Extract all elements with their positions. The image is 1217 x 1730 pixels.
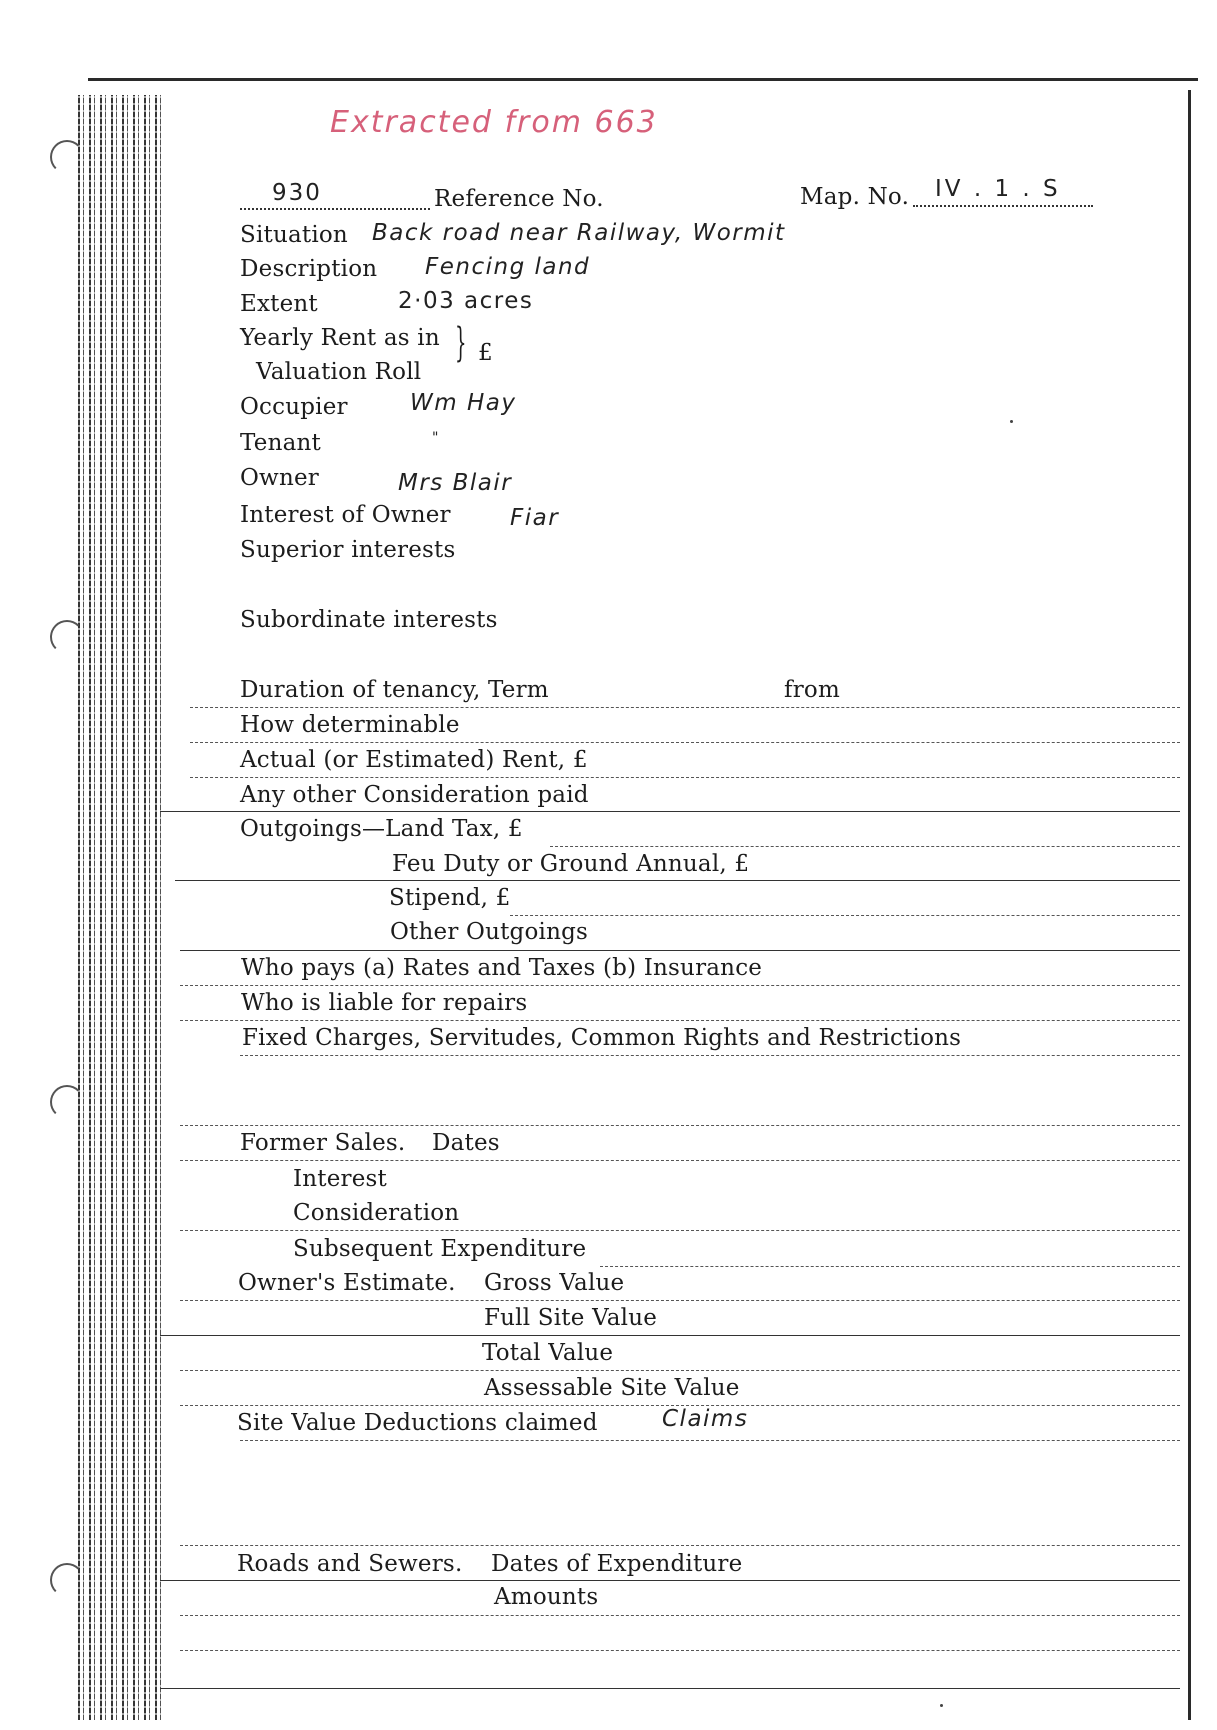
form-rule (190, 742, 1180, 743)
outgoings-label: Outgoings—Land Tax, £ (240, 816, 523, 842)
form-rule (160, 1335, 1180, 1336)
amounts-label: Amounts (494, 1584, 599, 1610)
form-rule (180, 950, 1180, 951)
form-rule (240, 1440, 1180, 1441)
form-rule (180, 1230, 1180, 1231)
scan-speck (1010, 420, 1013, 423)
how-determinable-label: How determinable (240, 712, 460, 738)
situation-label: Situation (240, 222, 348, 248)
reference-label: Reference No. (434, 186, 604, 212)
form-rule (180, 1020, 1180, 1021)
tenant-label: Tenant (240, 430, 321, 456)
punch-hole (50, 1563, 84, 1597)
punch-hole (50, 620, 84, 654)
punch-hole (50, 140, 84, 174)
form-rule (180, 1650, 1180, 1651)
form-rule (180, 1125, 1180, 1126)
dates-expenditure-label: Dates of Expenditure (491, 1551, 743, 1577)
form-rule (180, 1545, 1180, 1546)
situation-value: Back road near Railway, Wormit (372, 220, 786, 246)
form-rule (600, 1266, 1180, 1267)
form-rule (180, 1615, 1180, 1616)
consideration-label: Consideration (293, 1200, 460, 1226)
extracted-annotation: Extracted from 663 (330, 105, 658, 140)
site-value-deductions-label: Site Value Deductions claimed (237, 1410, 598, 1436)
duration-label: Duration of tenancy, Term (240, 677, 549, 703)
form-rule (190, 707, 1180, 708)
page-top-edge (88, 78, 1198, 81)
form-rule (510, 915, 1180, 916)
form-rule (240, 1055, 1180, 1056)
scan-speck (940, 1704, 943, 1707)
yearly-rent-label: Yearly Rent as in (240, 325, 440, 351)
other-outgoings-label: Other Outgoings (390, 919, 589, 945)
former-sales-dates-label: Dates (432, 1130, 500, 1156)
form-rule (160, 1688, 1180, 1689)
extent-label: Extent (240, 291, 318, 317)
map-label: Map. No. (800, 184, 910, 210)
extent-value: 2·03 acres (398, 288, 534, 314)
form-rule (160, 811, 1180, 812)
owner-label: Owner (240, 465, 319, 491)
form-rule (180, 1300, 1180, 1301)
who-pays-label: Who pays (a) Rates and Taxes (b) Insurance (241, 955, 763, 981)
fixed-charges-label: Fixed Charges, Servitudes, Common Rights and Restrictions (242, 1025, 962, 1051)
duration-from-label: from (784, 677, 840, 703)
who-liable-label: Who is liable for repairs (241, 990, 528, 1016)
subordinate-interests-label: Subordinate interests (240, 607, 498, 633)
map-dotline (913, 205, 1093, 207)
form-rule (180, 1370, 1180, 1371)
punch-hole (50, 1085, 84, 1119)
roads-sewers-label: Roads and Sewers. (237, 1551, 463, 1577)
binding-edge (78, 95, 166, 1720)
reference-number-value: 930 (272, 180, 322, 206)
subsequent-expenditure-label: Subsequent Expenditure (293, 1236, 587, 1262)
actual-rent-label: Actual (or Estimated) Rent, £ (240, 747, 588, 773)
form-rule (180, 1160, 1180, 1161)
gross-value-label: Gross Value (484, 1270, 625, 1296)
valuation-roll-label: Valuation Roll (256, 359, 422, 385)
map-number-value: IV . 1 . S (935, 176, 1061, 202)
former-sales-label: Former Sales. (240, 1130, 406, 1156)
interest-of-owner-label: Interest of Owner (240, 502, 451, 528)
page-right-edge (1188, 90, 1191, 1720)
assessable-site-value-label: Assessable Site Value (484, 1375, 740, 1401)
form-rule (160, 1580, 1180, 1581)
yearly-rent-pound: £ (478, 340, 493, 366)
owner-value: Mrs Blair (398, 470, 513, 496)
brace-glyph: } (454, 320, 467, 366)
owners-estimate-label: Owner's Estimate. (238, 1270, 456, 1296)
occupier-value: Wm Hay (410, 390, 517, 416)
form-rule (190, 777, 1180, 778)
full-site-value-label: Full Site Value (484, 1305, 658, 1331)
feu-duty-label: Feu Duty or Ground Annual, £ (392, 851, 750, 877)
interest-of-owner-value: Fiar (510, 505, 560, 531)
form-rule (550, 846, 1180, 847)
form-rule (180, 985, 1180, 986)
tenant-value: " (432, 430, 440, 446)
total-value-label: Total Value (482, 1340, 614, 1366)
superior-interests-label: Superior interests (240, 537, 456, 563)
other-consideration-label: Any other Consideration paid (240, 782, 589, 808)
description-label: Description (240, 256, 378, 282)
reference-dotline (240, 208, 430, 210)
description-value: Fencing land (425, 254, 591, 280)
occupier-label: Occupier (240, 394, 348, 420)
stipend-label: Stipend, £ (389, 885, 511, 911)
site-value-deductions-value: Claims (662, 1406, 749, 1432)
form-rule (175, 880, 1180, 881)
interest-label: Interest (293, 1166, 388, 1192)
